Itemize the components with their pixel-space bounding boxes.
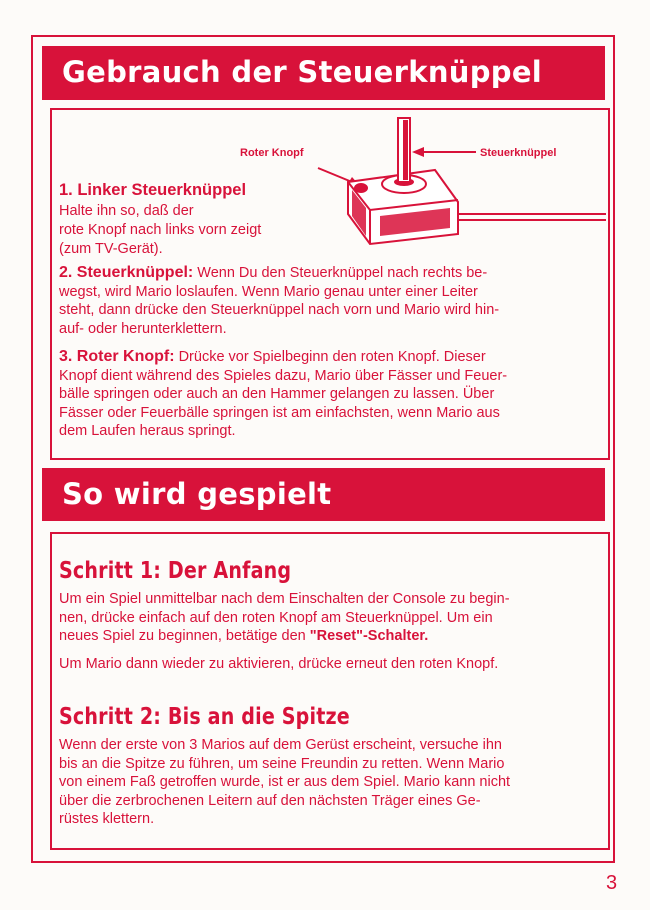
item1-line-2: rote Knopf nach links vorn zeigt <box>59 222 262 238</box>
reset-switch-label: "Reset"-Schalter. <box>309 628 429 644</box>
item1-line-1: Halte ihn so, daß der <box>59 203 194 219</box>
step2-title: Schritt 2: Bis an die Spitze <box>59 704 350 730</box>
step2-paragraph <box>59 736 594 829</box>
item3-line-4: Fässer oder Feuerbälle springen ist am einfachsten, wenn Mario aus <box>59 404 500 421</box>
step2-line-5: rüstes klettern. <box>59 811 155 827</box>
item3-line-1: Drücke vor Spielbeginn den roten Knopf. Dieser <box>174 349 486 365</box>
item2-line-2: wegst, wird Mario loslaufen. Wenn Mario genau unter einer Leiter <box>59 283 478 300</box>
item2-line-4: auf- oder herunterklettern. <box>59 320 227 337</box>
section-banner-controls <box>42 46 605 100</box>
step1-line-2: nen, drücke einfach auf den roten Knopf am Steuerknüppel. Um ein <box>59 609 493 626</box>
item3-line-3: bälle springen oder auch an den Hammer gelangen zu lassen. Über <box>59 386 495 402</box>
step1-paragraph <box>59 590 594 646</box>
step2-line-3: von einem Faß getroffen wurde, ist er aus dem Spiel. Mario kann nicht <box>59 774 511 790</box>
step1-paragraph-2: Um Mario dann wieder zu aktivieren, drücke erneut den roten Knopf. <box>59 656 499 672</box>
section-title: Gebrauch der Steuerknüppel <box>62 55 543 89</box>
step2-line-1: Wenn der erste von 3 Marios auf dem Gerüst erscheint, versuche ihn <box>59 737 503 753</box>
section-title: So wird gespielt <box>62 477 332 511</box>
item1-line-3: (zum TV-Gerät). <box>59 241 163 257</box>
step2-line-4: über die zerbrochenen Leitern auf den nächsten Träger eines Ge- <box>59 792 481 809</box>
item1-heading: 1. Linker Steuerknüppel <box>59 181 247 199</box>
joystick-illustration <box>230 116 610 246</box>
joystick-icon <box>230 116 610 246</box>
step1-line-3: neues Spiel zu beginnen, betätige den <box>59 628 310 644</box>
label-joystick: Steuerknüppel <box>480 147 557 159</box>
step2-line-2: bis an die Spitze zu führen, um seine Freundin zu retten. Wenn Mario <box>59 755 505 772</box>
page-number: 3 <box>606 872 618 894</box>
item3-line-2: Knopf dient während des Spieles dazu, Mario über Fässer und Feuer- <box>59 367 508 384</box>
step1-line-1: Um ein Spiel unmittelbar nach dem Einschalten der Console zu begin- <box>59 591 510 607</box>
item3-heading: 3. Roter Knopf: <box>59 348 175 365</box>
item2-line-1: Wenn Du den Steuerknüppel nach rechts be- <box>193 265 488 281</box>
label-red-button: Roter Knopf <box>240 147 304 159</box>
item2-paragraph <box>59 264 594 338</box>
item3-line-5: dem Laufen heraus springt. <box>59 423 236 439</box>
step1-title: Schritt 1: Der Anfang <box>59 558 292 584</box>
item2-heading: 2. Steuerknüppel: <box>59 264 194 281</box>
item2-line-3: steht, dann drücke den Steuerknüppel nach vorn und Mario wird hin- <box>59 302 500 318</box>
section-banner-gameplay <box>42 468 605 521</box>
item3-paragraph <box>59 348 594 441</box>
